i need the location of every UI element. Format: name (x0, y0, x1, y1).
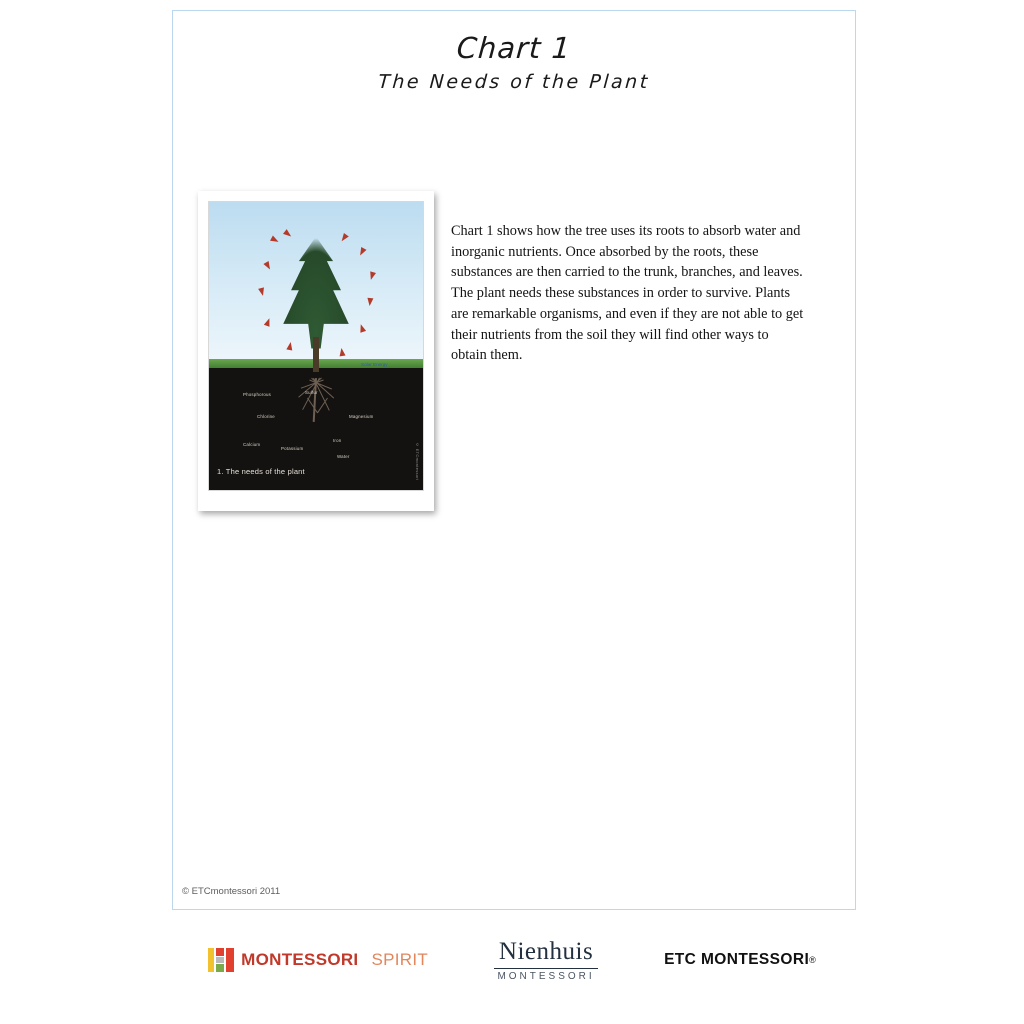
plant-needs-illustration (208, 201, 424, 491)
figure-caption: 1. The needs of the plant (217, 467, 305, 476)
etc-registered-mark: ® (809, 955, 816, 965)
etc-wordmark: ETC MONTESSORI (664, 951, 810, 968)
nutrient-label-water: Water (337, 454, 350, 459)
brand-logo-strip (0, 925, 1024, 995)
copyright-notice: © ETCmontessori 2011 (182, 886, 281, 897)
logo-bar-green (216, 964, 224, 972)
nienhuis-divider (494, 968, 598, 969)
logo-bar-yellow (208, 948, 214, 972)
logo-bar-red-right (226, 948, 234, 972)
etc-montessori-logo (664, 951, 816, 969)
nutrient-label-phosphorous: Phosphorous (243, 392, 272, 397)
tree-trunk-icon (313, 337, 319, 372)
nutrient-label-chlorine: Chlorine (257, 414, 275, 419)
nutrient-label-potassium: Potassium (281, 446, 304, 451)
montessori-spirit-primary-word: MONTESSORI (241, 950, 359, 969)
logo-bar-grey (216, 957, 224, 963)
montessori-spirit-logo (208, 948, 428, 972)
flow-arrow-icon (338, 348, 345, 357)
nutrient-label-calcium: Calcium (243, 442, 261, 447)
page-title: Chart 1 (455, 31, 573, 65)
nutrient-label-sulfur: Sulfur (305, 390, 318, 395)
figure-side-credit: © ETCmontessori (415, 441, 420, 480)
logo-bar-red-top (216, 948, 224, 956)
montessori-spirit-mark-icon (208, 948, 234, 972)
montessori-spirit-secondary-word: SPIRIT (371, 950, 429, 969)
nienhuis-logo (494, 938, 598, 982)
nutrient-label-magnesium: Magnesium (349, 414, 374, 419)
nienhuis-subtitle: MONTESSORI (497, 971, 595, 982)
document-header (173, 31, 855, 93)
nienhuis-wordmark: Nienhuis (498, 938, 594, 965)
solar-energy-label: Solar Energy (361, 362, 388, 367)
nutrient-label-iron: Iron (333, 438, 342, 443)
chart-thumbnail-card (198, 191, 434, 511)
flow-arrow-icon (367, 298, 374, 307)
body-paragraph: Chart 1 shows how the tree uses its roots to absorb water and inorganic nutrients. Once absorbed by the roots, these substances are then carried to the trunk, branches, and leaves. The plant needs these substances in order to survive. Plants are remarkable organisms, and even if they are not able to get their nutrients from the soil they will find other ways to obtain them. (451, 223, 804, 364)
document-page (172, 10, 856, 910)
page-subtitle: The Needs of the Plant (377, 71, 651, 93)
